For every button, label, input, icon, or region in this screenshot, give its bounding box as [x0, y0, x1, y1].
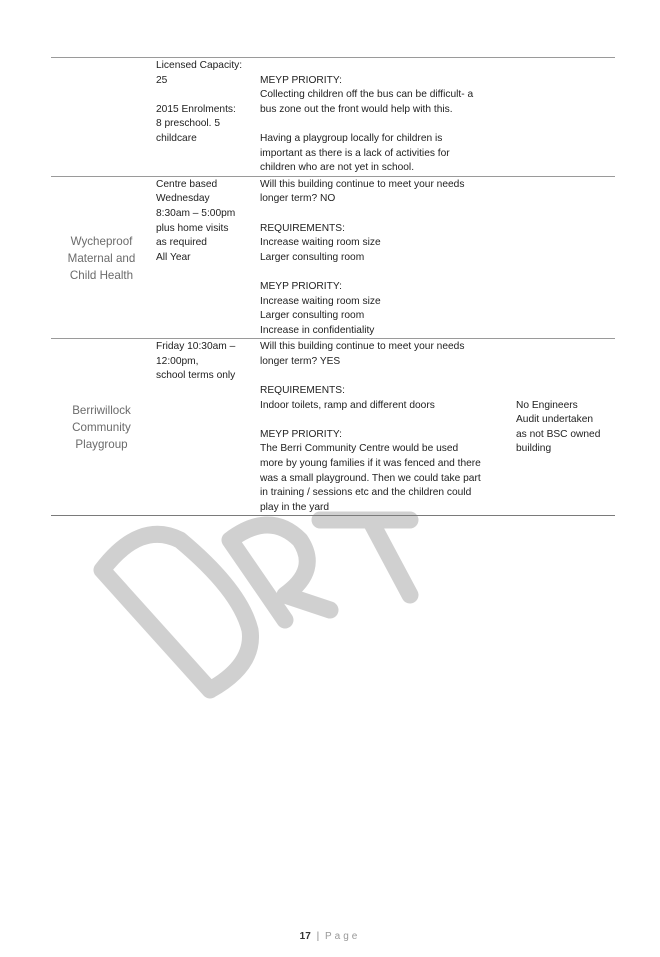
- comments-cell-line: Increase waiting room size: [260, 237, 381, 249]
- comments-cell-line: [260, 413, 508, 428]
- comments-cell-line: Indoor toilets, ramp and different doors: [260, 399, 435, 411]
- service-name-cell-line: Wycheproof: [70, 234, 133, 248]
- service-details-cell-line: Friday 10:30am –: [156, 341, 236, 353]
- notes-cell: [512, 176, 615, 339]
- comments-cell-line: Having a playgroup locally for children is: [260, 132, 443, 144]
- notes-cell: [512, 339, 615, 516]
- service-name-cell: [51, 58, 152, 177]
- service-name-cell: [51, 339, 152, 516]
- page-footer: [0, 931, 660, 942]
- comments-cell-line: Will this building continue to meet your needs: [260, 341, 465, 353]
- service-details-cell-line: childcare: [156, 132, 197, 144]
- comments-cell-line: MEYP PRIORITY:: [260, 74, 342, 86]
- service-details-cell-line: 25: [156, 74, 168, 86]
- comments-cell: [256, 176, 512, 339]
- comments-cell-line: Larger consulting room: [260, 251, 365, 263]
- notes-cell-line: No Engineers: [516, 399, 578, 411]
- service-name-cell-line: Maternal and: [67, 251, 136, 265]
- service-name-cell: [51, 176, 152, 339]
- comments-cell-line: was a small playground. Then we could take part: [260, 472, 481, 484]
- service-details-cell-line: All Year: [156, 251, 191, 263]
- page-number: 17: [299, 931, 311, 942]
- service-details-cell-line: as required: [156, 237, 207, 249]
- comments-cell-line: children who are not yet in school.: [260, 162, 415, 174]
- comments-cell: [256, 58, 512, 177]
- comments-cell-line: [260, 369, 508, 384]
- footer-separator: |: [316, 931, 320, 942]
- notes-cell-line: as not BSC owned: [516, 428, 601, 440]
- draft-watermark: [80, 500, 500, 720]
- comments-cell-line: REQUIREMENTS:: [260, 222, 345, 234]
- service-details-cell-line: Centre based: [156, 178, 218, 190]
- comments-cell-line: MEYP PRIORITY:: [260, 428, 342, 440]
- service-details-cell-line: 12:00pm,: [156, 355, 199, 367]
- comments-cell-line: Will this building continue to meet your needs: [260, 178, 465, 190]
- comments-cell-line: Collecting children off the bus can be difficult- a: [260, 89, 474, 101]
- comments-cell-line: [260, 117, 508, 132]
- service-details-cell-line: school terms only: [156, 370, 236, 382]
- facilities-table: [51, 57, 615, 516]
- comments-cell-line: Increase waiting room size: [260, 295, 381, 307]
- table-row: [51, 176, 615, 339]
- service-details-cell-line: 8:30am – 5:00pm: [156, 207, 236, 219]
- comments-cell-line: MEYP PRIORITY:: [260, 280, 342, 292]
- comments-cell-line: bus zone out the front would help with this.: [260, 103, 453, 115]
- notes-cell-line: building: [516, 443, 552, 455]
- comments-cell-line: REQUIREMENTS:: [260, 385, 345, 397]
- comments-cell: [256, 339, 512, 516]
- comments-cell-line: Larger consulting room: [260, 310, 365, 322]
- service-details-cell: [152, 58, 256, 177]
- comments-cell-line: longer term? YES: [260, 355, 341, 367]
- page-label: Page: [324, 931, 361, 942]
- comments-cell-line: [260, 59, 508, 74]
- service-name-cell-line: Berriwillock: [72, 404, 131, 418]
- service-name-cell-line: Community: [72, 421, 131, 435]
- service-details-cell-line: Licensed Capacity:: [156, 60, 243, 71]
- service-details-cell-line: plus home visits: [156, 222, 229, 234]
- comments-cell-line: important as there is a lack of activities for: [260, 147, 450, 159]
- service-details-cell-line: 8 preschool. 5: [156, 118, 220, 130]
- notes-cell-line: Audit undertaken: [516, 414, 594, 426]
- comments-cell-line: play in the yard: [260, 501, 330, 513]
- service-name-cell-line: Playgroup: [75, 438, 128, 452]
- service-name-cell-line: Child Health: [69, 268, 134, 282]
- comments-cell-line: in training / sessions etc and the children could: [260, 487, 472, 499]
- comments-cell-line: [260, 265, 508, 280]
- comments-cell-line: more by young families if it was fenced and there: [260, 458, 481, 470]
- table-row: [51, 58, 615, 177]
- service-details-cell: [152, 176, 256, 339]
- service-details-cell-line: [156, 88, 252, 103]
- service-details-cell-line: 2015 Enrolments:: [156, 103, 236, 115]
- comments-cell-line: [260, 207, 508, 222]
- comments-cell-line: Increase in confidentiality: [260, 324, 375, 336]
- notes-cell: [512, 58, 615, 177]
- comments-cell-line: The Berri Community Centre would be used: [260, 443, 459, 455]
- service-details-cell-line: Wednesday: [156, 193, 210, 205]
- comments-cell-line: longer term? NO: [260, 193, 336, 205]
- table-row: [51, 339, 615, 516]
- service-details-cell: [152, 339, 256, 516]
